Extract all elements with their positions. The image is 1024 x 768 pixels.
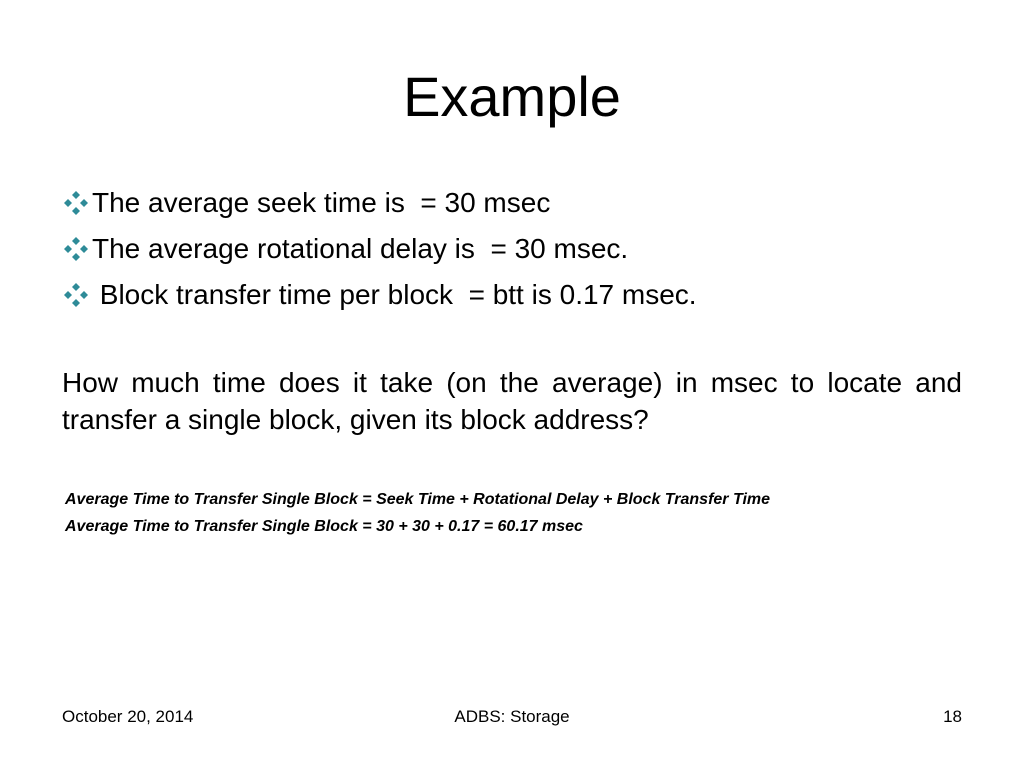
bullet-item: [62, 226, 962, 272]
bullet-text: The average seek time is = 30 msec: [92, 187, 551, 218]
bullet-item: [62, 180, 962, 226]
question-paragraph: How much time does it take (on the average) in msec to locate and transfer a single block, given its block address?: [62, 367, 962, 435]
bullet-text: Block transfer time per block = btt is 0.17 msec.: [92, 279, 697, 310]
formula-line: Average Time to Transfer Single Block = Seek Time + Rotational Delay + Block Transfer Time: [65, 491, 771, 508]
bullet-text: The average rotational delay is = 30 msec.: [92, 233, 629, 264]
diamond-bullet-icon: [62, 189, 90, 217]
formula-block: [65, 486, 965, 540]
diamond-bullet-icon: [62, 281, 90, 309]
slide-number: 18: [943, 707, 962, 726]
slide-title: Example: [403, 65, 621, 128]
formula-line: Average Time to Transfer Single Block = 30 + 30 + 0.17 = 60.17 msec: [65, 518, 583, 535]
bullet-list: [62, 180, 962, 318]
footer-title: ADBS: Storage: [454, 707, 570, 726]
footer-date: October 20, 2014: [62, 707, 194, 726]
diamond-bullet-icon: [62, 235, 90, 263]
bullet-item: [62, 272, 962, 318]
